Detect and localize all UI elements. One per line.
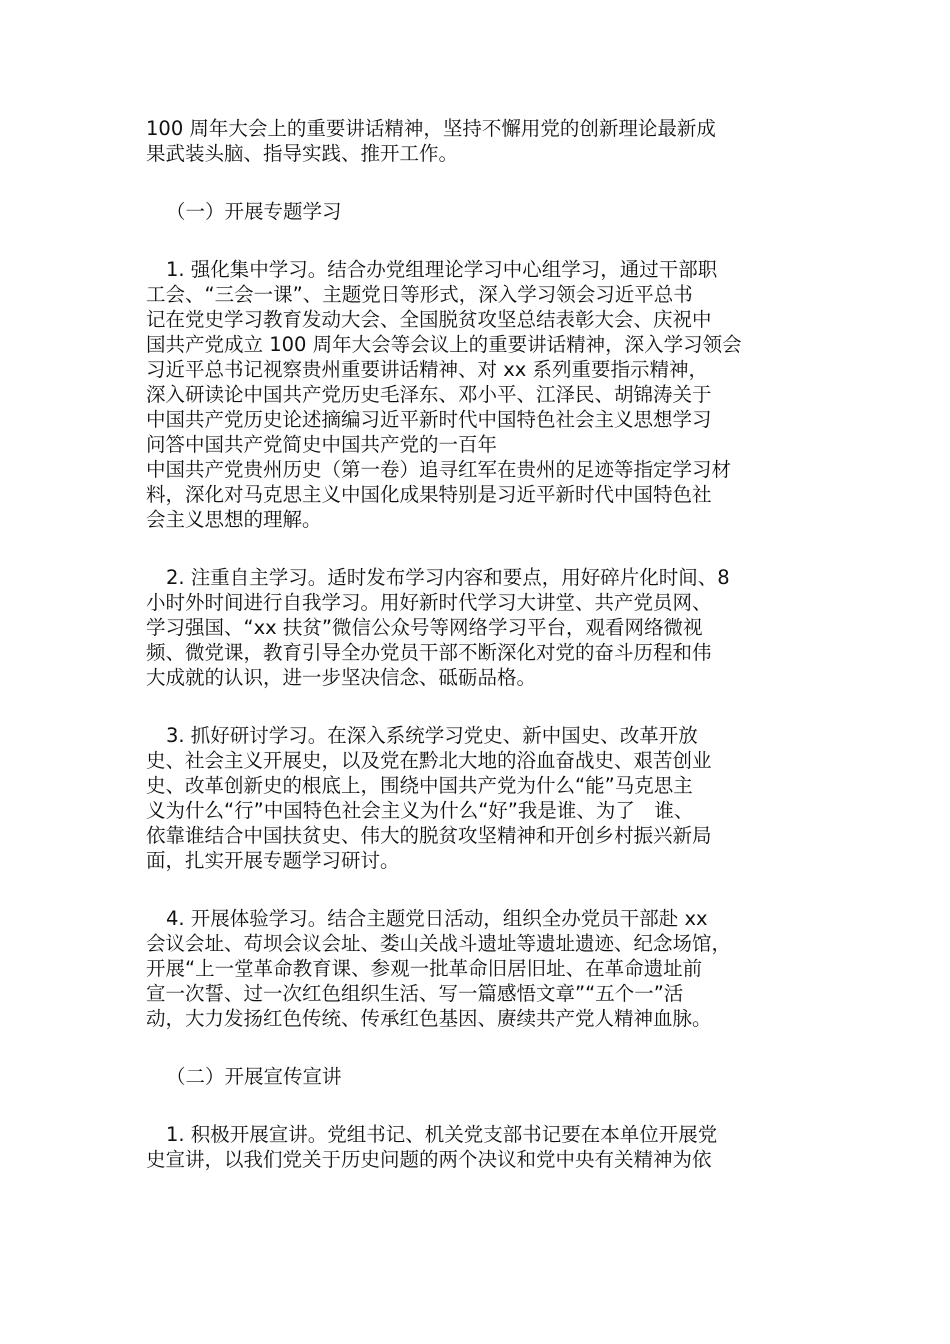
text-line: 史、改革创新史的根底上，围绕中国共产党为什么“能”马克思主 (146, 774, 693, 797)
paragraph-item (146, 565, 806, 690)
paragraph-item (146, 723, 806, 873)
intro-paragraph (146, 116, 806, 166)
paragraph-item (146, 257, 806, 532)
text-line: 依靠谁结合中国扶贫史、伟大的脱贫攻坚精神和开创乡村振兴新局 (146, 824, 712, 847)
text-line: 料，深化对马克思主义中国化成果特别是习近平新时代中国特色社 (146, 483, 712, 506)
text-line: 1. 强化集中学习。结合办党组理论学习中心组学习，通过干部职 (166, 258, 718, 281)
text-line: 3. 抓好研讨学习。在深入系统学习党史、新中国史、改革开放 (166, 724, 698, 747)
text-line: 工会、“三会一课”、主题党日等形式，深入学习领会习近平总书 (146, 283, 693, 306)
text-line: 义为什么“行”中国特色社会主义为什么“好”我是谁、为了 谁、 (146, 799, 694, 822)
text-line: 深入研读论中国共产党历史毛泽东、邓小平、江泽民、胡锦涛关于 (146, 383, 712, 406)
text-line: 国共产党成立 100 周年大会等会议上的重要讲话精神，深入学习领会 (146, 333, 742, 356)
text-line: 大成就的认识，进一步坚决信念、砥砺品格。 (146, 666, 537, 689)
text-line: 学习强国、“xx 扶贫”微信公众号等网络学习平台，观看网络微视 (146, 616, 703, 639)
text-line: 动，大力发扬红色传统、传承红色基因、赓续共产党人精神血脉。 (146, 1007, 712, 1030)
section-heading-text: （一）开展专题学习 (166, 200, 342, 223)
text-line: 2. 注重自主学习。适时发布学习内容和要点，用好碎片化时间、8 (166, 566, 730, 589)
text-line: 会主义思想的理解。 (146, 508, 322, 531)
paragraph-item (146, 1122, 806, 1172)
text-line: 记在党史学习教育发动大会、全国脱贫攻坚总结表彰大会、庆祝中 (146, 308, 712, 331)
section-heading (146, 199, 806, 224)
text-line: 史宣讲，以我们党关于历史问题的两个决议和党中央有关精神为依 (146, 1148, 712, 1171)
text-line: 面，扎实开展专题学习研讨。 (146, 849, 400, 872)
text-line: 宣一次誓、过一次红色组织生活、写一篇感悟文章”“五个一”活 (146, 982, 684, 1005)
text-line: 中国共产党贵州历史（第一卷）追寻红军在贵州的足迹等指定学习材 (146, 458, 732, 481)
text-line: 小时外时间进行自我学习。用好新时代学习大讲堂、共产党员网、 (146, 591, 712, 614)
text-line: 会议会址、苟坝会议会址、娄山关战斗遗址等遗址遗迹、纪念场馆， (146, 932, 732, 955)
text-line: 问答中国共产党简史中国共产党的一百年 (146, 433, 498, 456)
document-body (146, 116, 806, 1205)
text-line: 1. 积极开展宣讲。党组书记、机关党支部书记要在本单位开展党 (166, 1123, 718, 1146)
text-line: 频、微党课，教育引导全办党员干部不断深化对党的奋斗历程和伟 (146, 641, 712, 664)
text-line: 开展“上一堂革命教育课、参观一批革命旧居旧址、在革命遗址前 (146, 957, 703, 980)
text-line: 100 周年大会上的重要讲话精神，坚持不懈用党的创新理论最新成 (146, 117, 716, 140)
text-line: 中国共产党历史论述摘编习近平新时代中国特色社会主义思想学习 (146, 408, 712, 431)
text-line: 4. 开展体验学习。结合主题党日活动，组织全办党员干部赴 xx (166, 907, 708, 930)
text-line: 果武装头脑、指导实践、推开工作。 (146, 142, 459, 165)
text-line: 史、社会主义开展史，以及党在黔北大地的浴血奋战史、艰苦创业 (146, 749, 712, 772)
paragraph-item (146, 906, 806, 1031)
section-heading-text: （二）开展宣传宣讲 (166, 1065, 342, 1088)
text-line: 习近平总书记视察贵州重要讲话精神、对 xx 系列重要指示精神， (146, 358, 708, 381)
section-heading (146, 1064, 806, 1089)
